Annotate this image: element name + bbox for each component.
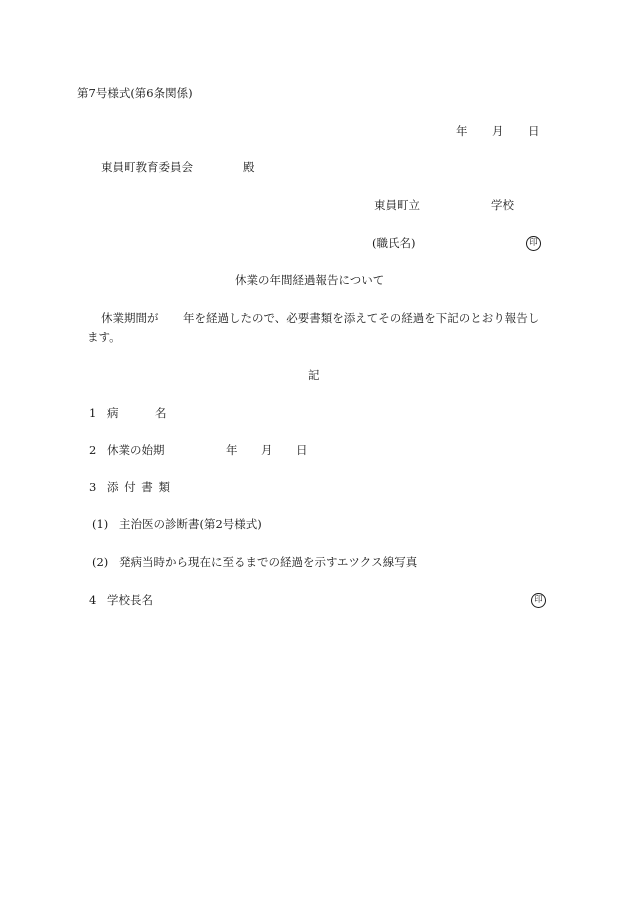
item-3-sub2-number: (2) xyxy=(92,555,109,569)
item-3-sub2-text: 発病当時から現在に至るまでの経過を示すエツクス線写真 xyxy=(119,555,418,569)
item-1-label-b: 名 xyxy=(155,406,167,420)
body-line1-part2: 年を経過したので、必要書類を添えてその経過を下記のとおり報告し xyxy=(183,311,540,325)
addressee-name: 東員町教育委員会 xyxy=(101,160,193,174)
item-2-day-label: 日 xyxy=(296,443,308,457)
subject-title: 休業の年間経過報告について xyxy=(235,273,385,287)
item-3-number: 3 xyxy=(89,480,97,494)
sender-title-label: (職氏名) xyxy=(372,236,416,250)
date-day-label: 日 xyxy=(528,124,540,138)
date-month-label: 月 xyxy=(492,124,504,138)
body-line2: ます。 xyxy=(87,330,121,344)
form-number: 第7号様式(第6条関係) xyxy=(77,86,193,100)
sender-seal-icon: 印 xyxy=(526,236,541,251)
item-3-label: 添 付 書 類 xyxy=(107,480,170,494)
body-line1-part1: 休業期間が xyxy=(101,311,159,325)
item-2-month-label: 月 xyxy=(261,443,273,457)
sender-school-suffix: 学校 xyxy=(491,198,514,212)
item-3-sub1-number: (1) xyxy=(92,517,109,531)
ki-heading: 記 xyxy=(308,368,320,382)
sender-school-prefix: 東員町立 xyxy=(374,198,420,212)
date-year-label: 年 xyxy=(456,124,468,138)
item-4-seal-icon: 印 xyxy=(531,593,546,608)
item-2-year-label: 年 xyxy=(226,443,238,457)
item-4-number: 4 xyxy=(89,593,97,607)
item-3-sub1-text: 主治医の診断書(第2号様式) xyxy=(119,517,262,531)
item-1-label-a: 病 xyxy=(107,406,119,420)
item-2-number: 2 xyxy=(89,443,97,457)
item-2-label: 休業の始期 xyxy=(107,443,165,457)
item-1-number: 1 xyxy=(89,406,97,420)
item-4-label: 学校長名 xyxy=(107,593,153,607)
addressee-honorific: 殿 xyxy=(243,160,255,174)
